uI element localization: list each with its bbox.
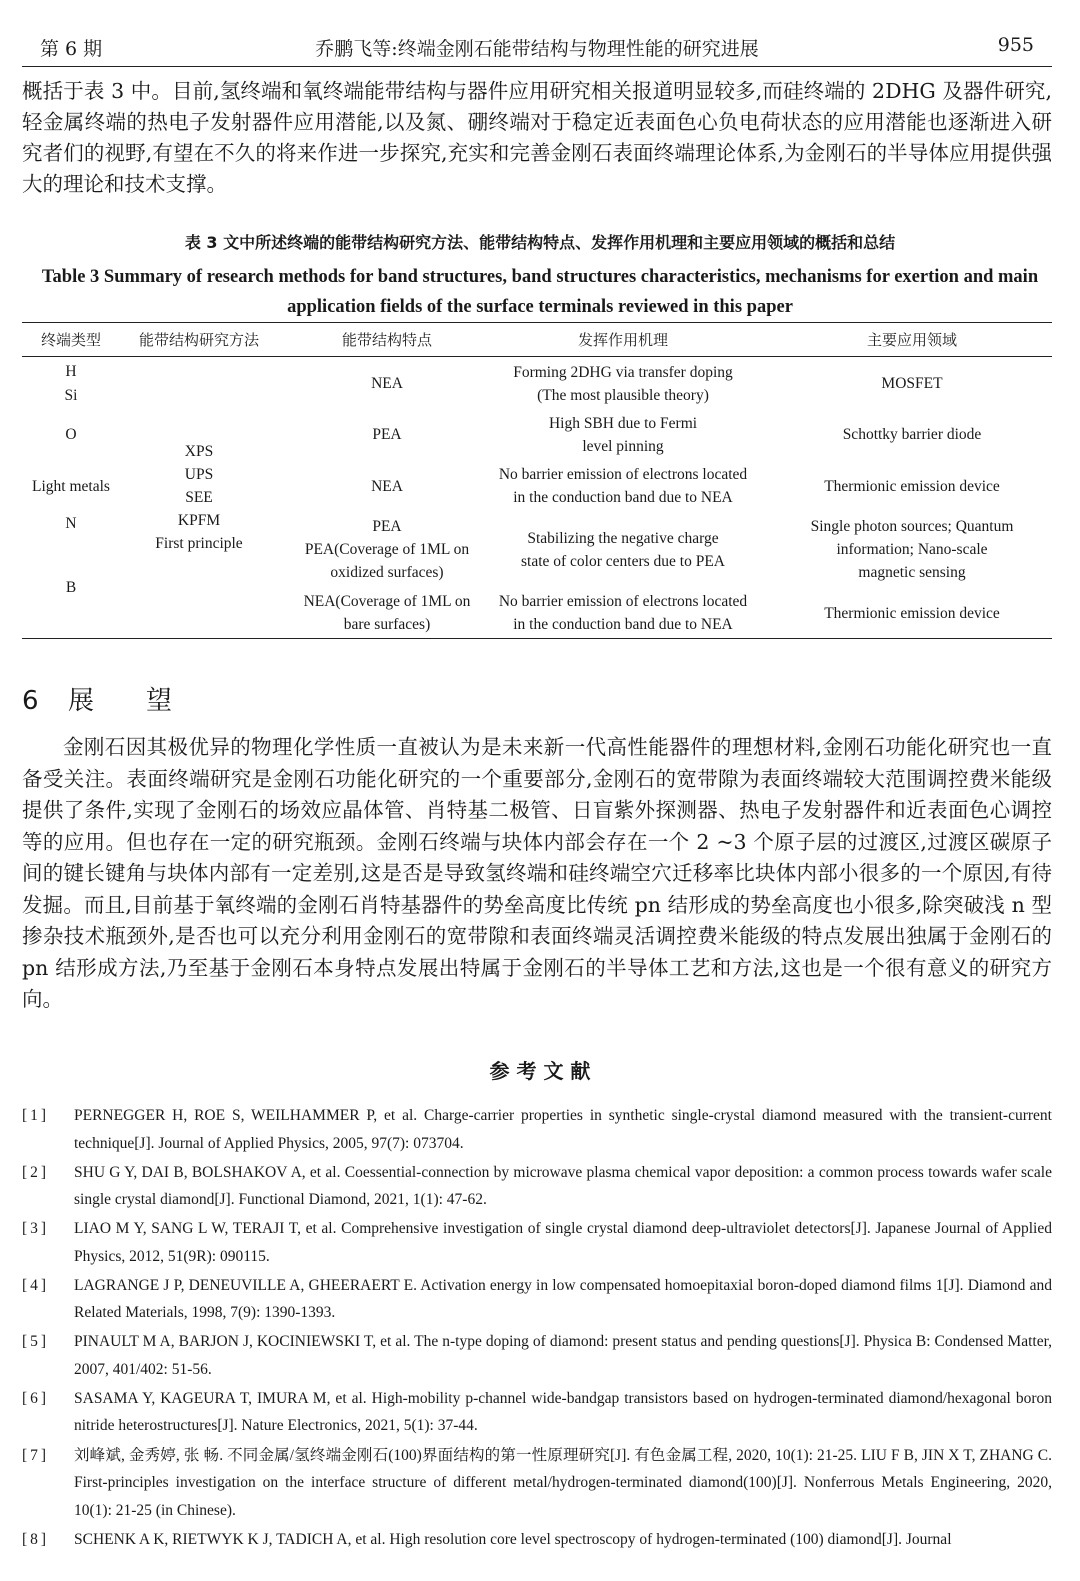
reference-text: 刘峰斌, 金秀婷, 张 畅. 不同金属/氢终端金刚石(100)界面结构的第一性原理研究[J]. 有色金属工程, 2020, 10(1): 21-25. LIU F B, JIN X T, ZHANG C. First-principles investigation on the interface structure of different metal/hydrogen-terminated diamond(100)[J]. Nonferrous Metals Engineering, 2020, 10(1): 21-25 (in Chinese). bbox=[74, 1446, 1052, 1519]
reference-number: [4] bbox=[22, 1276, 50, 1294]
outlook-paragraph: 金刚石因其极优异的物理化学性质一直被认为是未来新一代高性能器件的理想材料,金刚石功能化研究也一直备受关注。表面终端研究是金刚石功能化研究的一个重要部分,金刚石的宽带隙为表面终端较大范围调控费米能级提供了条件,实现了金刚石的场效应晶体管、肖特基二极管、日盲紫外探测器、热电子发射器件和近表面色心调控等的应用。但也存在一定的研究瓶颈。金刚石终端与块体内部会存在一个 2 ~3 个原子层的过渡区,过渡区碳原子间的键长键角与块体内部有一定差别,这是否是导致氢终端和硅终端空穴迁移率比块体内部小很多的一个原因,有待发掘。而且,目前基于氧终端的金刚石肖特基器件的势垒高度比传统 pn 结形成的势垒高度也小很多,除突破浅 n 型掺杂技术瓶颈外,是否也可以充分利用金刚石的宽带隙和表面终端灵活调控费米能级的特点发展出独属于金刚石的 pn 结形成方法,乃至基于金刚石本身特点发展出特属于金刚石的半导体工艺和方法,这也是一个很有意义的研究方向。 bbox=[22, 735, 1052, 1011]
reference-number: [2] bbox=[22, 1163, 50, 1181]
mechanism-cell: state of color centers due to PEA bbox=[520, 553, 726, 570]
mechanism-cell: Stabilizing the negative charge bbox=[527, 530, 719, 547]
reference-item bbox=[22, 1526, 1052, 1554]
method-cell: XPS bbox=[184, 443, 214, 460]
header-rule bbox=[22, 66, 1052, 67]
application-cell: Single photon sources; Quantum bbox=[810, 518, 1014, 535]
section-number: 6 bbox=[22, 686, 41, 716]
method-cell: SEE bbox=[185, 489, 213, 506]
application-cell: Thermionic emission device bbox=[824, 478, 1000, 495]
reference-number: [3] bbox=[22, 1220, 50, 1238]
reference-number: [5] bbox=[22, 1333, 50, 1351]
method-cell: KPFM bbox=[177, 512, 221, 529]
issue-number: 第 6 期 bbox=[40, 38, 103, 60]
reference-item bbox=[22, 1215, 1052, 1270]
reference-text: SHU G Y, DAI B, BOLSHAKOV A, et al. Coessential-connection by microwave plasma chemical vapor deposition: a common process towards wafer scale single crystal diamond[J]. Functional Diamond, 2021, 1(1): 47-62. bbox=[74, 1163, 1052, 1209]
reference-item bbox=[22, 1442, 1052, 1525]
table-header-cell: 能带结构特点 bbox=[341, 331, 432, 349]
summary-table bbox=[22, 322, 1052, 640]
reference-number: [1] bbox=[22, 1107, 50, 1124]
mechanism-cell: in the conduction band due to NEA bbox=[513, 489, 733, 506]
terminal-cell: Light metals bbox=[32, 478, 110, 495]
terminal-cell: O bbox=[65, 426, 77, 443]
table-header-cell: 终端类型 bbox=[40, 331, 101, 349]
reference-text: PERNEGGER H, ROE S, WEILHAMMER P, et al. Charge-carrier properties in synthetic single-crystal diamond measured with the transient-current technique[J]. Journal of Applied Physics, 2005, 97(7): 073704. bbox=[74, 1107, 1052, 1152]
reference-item bbox=[22, 1272, 1052, 1327]
band-feature-cell: PEA bbox=[372, 426, 402, 443]
section-title: 展望 bbox=[68, 686, 225, 716]
band-feature-cell: bare surfaces) bbox=[343, 616, 431, 633]
running-title: 乔鹏飞等:终端金刚石能带结构与物理性能的研究进展 bbox=[315, 38, 759, 60]
application-cell: Schottky barrier diode bbox=[842, 426, 982, 443]
mechanism-cell: (The most plausible theory) bbox=[537, 387, 709, 404]
band-feature-cell: NEA(Coverage of 1ML on bbox=[303, 593, 471, 610]
method-cell: First principle bbox=[155, 535, 243, 552]
page-number: 955 bbox=[997, 34, 1034, 56]
band-feature-cell: NEA bbox=[371, 478, 403, 495]
application-cell: Thermionic emission device bbox=[824, 605, 1000, 622]
reference-list bbox=[22, 1102, 1052, 1555]
reference-text: LIAO M Y, SANG L W, TERAJI T, et al. Comprehensive investigation of single crystal diamond deep-ultraviolet detectors[J]. Japanese Journal of Applied Physics, 2012, 51(9R): 090115. bbox=[74, 1220, 1052, 1265]
reference-item bbox=[22, 1385, 1052, 1440]
table-header-cell: 主要应用领域 bbox=[866, 331, 957, 349]
table-top-rule bbox=[22, 322, 1052, 323]
mechanism-cell: No barrier emission of electrons located bbox=[498, 466, 748, 483]
reference-text: PINAULT M A, BARJON J, KOCINIEWSKI T, et al. The n-type doping of diamond: present status and pending questions[J]. Physica B: Condensed Matter, 2007, 401/402: 51-56. bbox=[74, 1333, 1052, 1378]
mechanism-cell: level pinning bbox=[582, 438, 664, 455]
intro-paragraph: 概括于表 3 中。目前,氢终端和氧终端能带结构与器件应用研究相关报道明显较多,而硅终端的 2DHG 及器件研究,轻金属终端的热电子发射器件应用潜能,以及氮、硼终端对于稳定近表面色心负电荷状态的应用潜能也逐渐进入研究者们的视野,有望在不久的将来作进一步探究,充实和完善金刚石表面终端理论体系,为金刚石的半导体应用提供强大的理论和技术支撑。 bbox=[22, 79, 1052, 196]
reference-item bbox=[22, 1328, 1052, 1383]
reference-number: [7] bbox=[22, 1446, 50, 1464]
reference-number: [8] bbox=[22, 1530, 50, 1548]
terminal-cell: Si bbox=[64, 387, 78, 404]
running-head bbox=[22, 34, 1052, 64]
reference-text: SCHENK A K, RIETWYK K J, TADICH A, et al. High resolution core level spectroscopy of hydrogen-terminated (100) diamond[J]. Journal bbox=[74, 1530, 952, 1548]
section-heading bbox=[22, 680, 224, 717]
reference-item bbox=[22, 1102, 1052, 1157]
table-header-cell: 发挥作用机理 bbox=[577, 331, 668, 349]
reference-number: [6] bbox=[22, 1389, 50, 1407]
reference-text: LAGRANGE J P, DENEUVILLE A, GHEERAERT E. Activation energy in low compensated homoepitaxial boron-doped diamond films 1[J]. Diamond and Related Materials, 1998, 7(9): 1390-1393. bbox=[74, 1276, 1052, 1322]
band-feature-cell: PEA bbox=[372, 518, 402, 535]
references-heading: 参 考 文 献 bbox=[489, 1059, 591, 1083]
table-header-rule bbox=[22, 356, 1052, 357]
terminal-cell: H bbox=[65, 363, 77, 380]
band-feature-cell: PEA(Coverage of 1ML on bbox=[304, 541, 470, 558]
terminal-cell: N bbox=[65, 515, 77, 532]
terminal-cell: B bbox=[65, 579, 77, 596]
reference-item bbox=[22, 1159, 1052, 1214]
reference-text: SASAMA Y, KAGEURA T, IMURA M, et al. High-mobility p-channel wide-bandgap transistors based on hydrogen-terminated diamond/hexagonal boron nitride heterostructures[J]. Nature Electronics, 2021, 5(1): 37-44. bbox=[74, 1389, 1052, 1435]
band-feature-cell: oxidized surfaces) bbox=[330, 564, 444, 581]
band-feature-cell: NEA bbox=[371, 375, 403, 392]
mechanism-cell: Forming 2DHG via transfer doping bbox=[513, 364, 733, 381]
mechanism-cell: in the conduction band due to NEA bbox=[513, 616, 733, 633]
table-header-cell: 能带结构研究方法 bbox=[138, 331, 259, 349]
table-bottom-rule bbox=[22, 638, 1052, 639]
mechanism-cell: High SBH due to Fermi bbox=[548, 415, 698, 432]
application-cell: magnetic sensing bbox=[858, 564, 966, 581]
table-caption-en: Table 3 Summary of research methods for band structures, band structures characteristics, mechanisms for exertion and main application fields of the surface terminals reviewed in this paper bbox=[41, 267, 1039, 317]
application-cell: information; Nano-scale bbox=[836, 541, 988, 558]
mechanism-cell: No barrier emission of electrons located bbox=[498, 593, 748, 610]
application-cell: MOSFET bbox=[881, 375, 943, 392]
table-caption-zh: 表 3 文中所述终端的能带结构研究方法、能带结构特点、发挥作用机理和主要应用领域的概括和总结 bbox=[184, 233, 896, 252]
method-cell: UPS bbox=[184, 466, 214, 483]
